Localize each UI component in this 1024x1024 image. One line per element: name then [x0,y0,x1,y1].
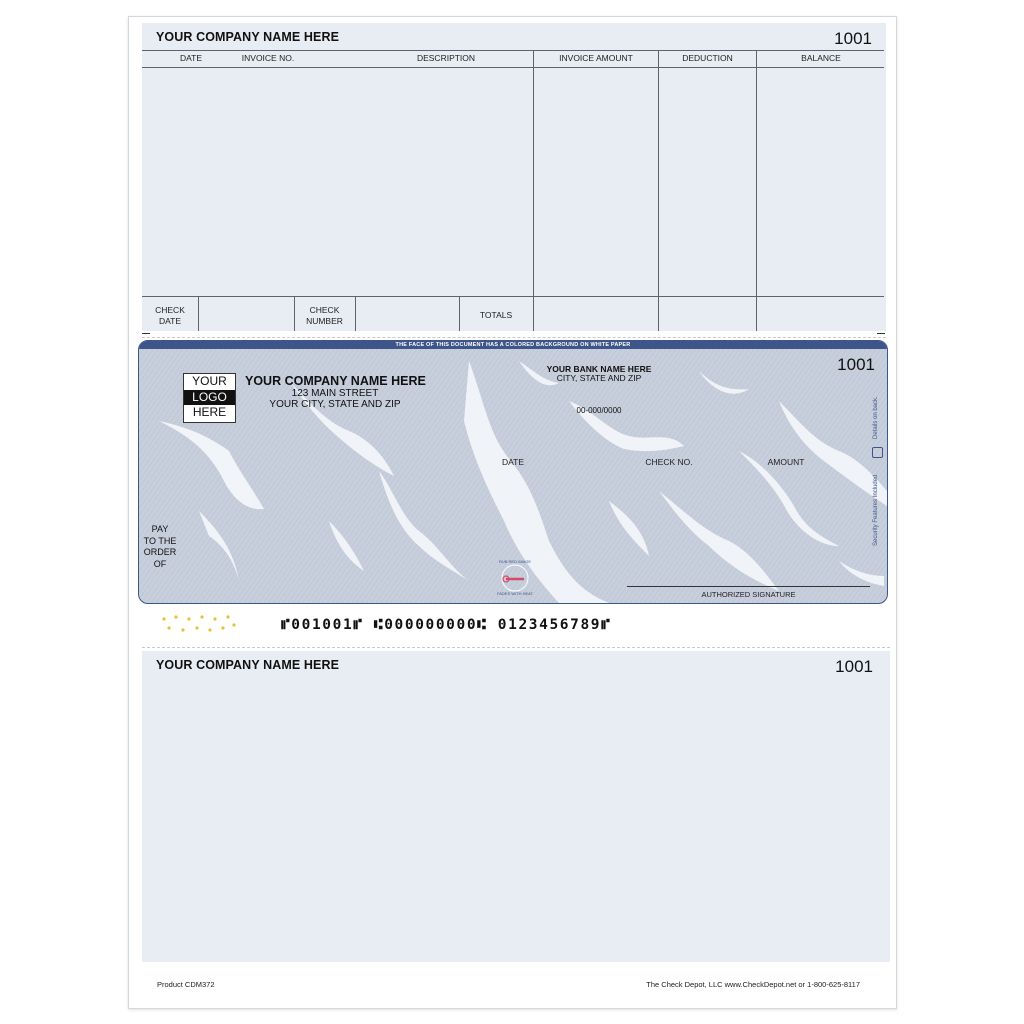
top-stub-check-number: 1001 [834,29,872,48]
check-no-label: CHECK NO. [645,457,693,467]
top-stub-company: YOUR COMPANY NAME HERE [156,30,340,44]
perforation-line [142,647,890,648]
check-number-label: CHECK NUMBER [306,305,343,326]
heat-sensitive-seal [494,559,536,597]
company-street: 123 MAIN STREET [291,388,379,399]
footer-divider [198,296,199,331]
check-number: 1001 [837,355,875,374]
column-header-deduction: DEDUCTION [682,53,733,63]
seal-bottom-text: FADES WITH HEAT [497,591,533,596]
details-on-back-text: Details on back. [873,396,879,439]
perforation-mark [877,333,885,334]
date-label: DATE [501,457,525,467]
perforation-mark [142,333,150,334]
amount-label: AMOUNT [767,457,805,467]
header-bottom-rule [142,67,884,68]
check-company-name: YOUR COMPANY NAME HERE [245,374,426,388]
company-city: YOUR CITY, STATE AND ZIP [269,399,401,410]
footer-divider [355,296,356,331]
perforation-line [142,337,886,338]
security-stars-icon [159,613,237,635]
column-header-balance: BALANCE [801,53,841,63]
padlock-icon [872,447,883,458]
column-header-invoice-amount: INVOICE AMOUNT [559,53,633,63]
check-face [138,340,888,604]
column-header-invoice-no: INVOICE NO. [241,53,295,63]
logo-placeholder [183,373,236,423]
totals-top-rule [142,296,884,297]
pay-to-the-order-of-label: PAY TO THE ORDER OF [143,524,177,569]
column-header-description: DESCRIPTION [416,53,476,63]
column-divider [658,50,659,331]
bottom-stub-check-number: 1001 [835,657,873,676]
bank-city: CITY, STATE AND ZIP [556,373,642,383]
security-features-text: Security Features Included [873,474,879,546]
column-header-date: DATE [179,53,203,63]
logo-text: HERE [192,405,227,419]
logo-text: YOUR [192,374,227,388]
bottom-stub [142,651,890,962]
authorized-signature-label: AUTHORIZED SIGNATURE [701,590,796,599]
top-stub [142,23,886,331]
seal-top-text: RUB RED IMAGE [498,559,531,564]
micr-line: ⑈001001⑈ ⑆000000000⑆ 0123456789⑈ [281,617,612,633]
totals-label: TOTALS [479,310,513,320]
bottom-stub-company: YOUR COMPANY NAME HERE [156,658,340,672]
column-divider [533,50,534,331]
logo-text: LOGO [184,390,235,406]
check-date-label: CHECK DATE [155,305,185,326]
check-banner: THE FACE OF THIS DOCUMENT HAS A COLORED BACKGROUND ON WHITE PAPER [139,341,887,349]
bank-name: YOUR BANK NAME HERE [546,364,652,374]
vendor-info: The Check Depot, LLC www.CheckDepot.net or 1-800-625-8117 [646,980,860,989]
header-top-rule [142,50,884,51]
column-divider [756,50,757,331]
signature-line [627,586,870,587]
routing-fraction: 00-000/0000 [576,406,622,415]
product-code: Product CDM372 [157,980,215,989]
check-sheet [128,16,897,1009]
